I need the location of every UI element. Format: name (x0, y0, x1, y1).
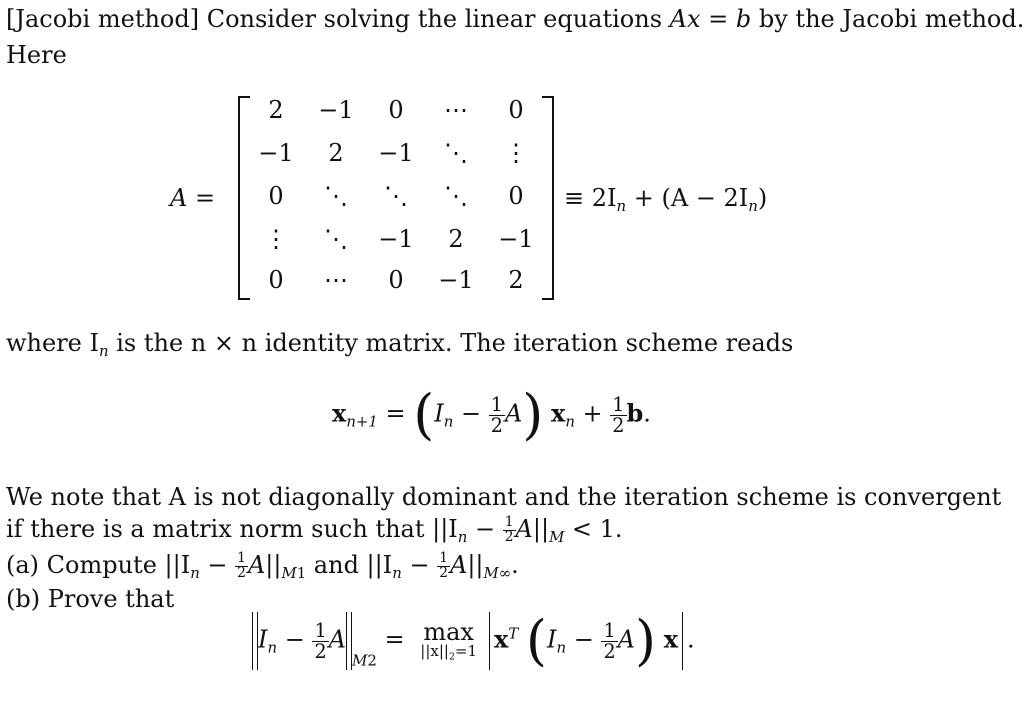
max-operator (420, 620, 477, 662)
part-b-line: (b) Prove that (6, 585, 175, 613)
matrix-cell: ⋮ (264, 225, 288, 253)
matrix-cell: ⋱ (324, 225, 348, 253)
matrix-cell: ⋱ (444, 182, 468, 210)
norm-M2: M (352, 651, 368, 670)
fs2-num: 1 (237, 550, 246, 567)
norm-I-2: I (546, 625, 557, 654)
matrix-cell: 0 (268, 182, 284, 210)
parta-sub: n (190, 564, 200, 583)
matrix-cell: 0 (388, 96, 404, 124)
norm-A-2: A (617, 625, 635, 654)
matrix-cell: 0 (508, 96, 524, 124)
fs3-num: 1 (439, 550, 448, 567)
norm-A: A (328, 625, 347, 654)
matrix-cell: ⋱ (444, 139, 468, 167)
abs-bar-right-icon (682, 612, 683, 670)
iter-x-sub: n (565, 412, 575, 431)
fraction-small-3 (437, 552, 450, 581)
parta-sub-2: n (392, 564, 402, 583)
fn-num: 1 (314, 619, 327, 643)
rhs-end: ) (757, 184, 768, 212)
intro-rest: by the Jacobi method. (751, 5, 1024, 33)
matrix-label: A = (170, 184, 216, 212)
parta-b: A|| (247, 551, 282, 579)
where-line (6, 328, 793, 366)
iter-A: A (504, 399, 523, 428)
paren-close-icon: ) (522, 383, 544, 446)
abs-bar-left-icon (489, 612, 490, 670)
fraction-norm-2 (601, 619, 617, 663)
iter-lhs-sub: n+1 (346, 412, 378, 431)
iter-minus: − (453, 399, 489, 428)
iter-plus: + (574, 399, 611, 428)
matrix-cell: 2 (268, 96, 284, 124)
matrix-cell: −1 (378, 139, 414, 167)
matrix-cell: 2 (328, 139, 344, 167)
note2-a: if there is a matrix norm such that ||I (6, 515, 458, 543)
fn2-den: 2 (603, 639, 616, 663)
fraction-small-2 (235, 552, 248, 581)
matrix-cell: 0 (508, 182, 524, 210)
matrix-rhs (564, 184, 767, 215)
paren-close-icon-2: ) (635, 609, 657, 672)
parta-Minf: M (483, 564, 499, 583)
note-line-2: if there is a matrix norm such that $||I_n$ − $\frac{1}{2}$ $A||_M < 1$. (6, 514, 623, 547)
iter-eq: = (377, 399, 414, 428)
fraction-small (503, 516, 516, 545)
parta-end: . (511, 551, 519, 579)
frac-num: 1 (490, 393, 503, 417)
part-a-line: (a) Compute $||I_n$ − $\frac{1}{2}$ $A||_{M1}$ and $||I_n$ − $\frac{1}{2}$ $A||_{M\infty}$. (6, 550, 519, 583)
matrix-cell: ⋱ (384, 182, 408, 210)
max-under-eq: =1 (454, 642, 478, 661)
norm-equation: $I_n$ − $\frac{1}{2}$ $A_{M2}$ = max $||x||_2=1$ $x^T$ ($I_n$ − $\frac{1}{2}$ A) x . (252, 612, 695, 670)
note2-c: < 1. (564, 515, 623, 543)
parta-M1-sub: 1 (296, 564, 307, 583)
matrix-cell: 0 (388, 266, 404, 294)
frac-den: 2 (490, 413, 503, 437)
note2-b: A|| (515, 515, 550, 543)
matrix-cell: −1 (318, 96, 354, 124)
fs2-den: 2 (237, 565, 246, 581)
frac-den-2: 2 (612, 413, 625, 437)
norm-I2-sub: n (556, 638, 567, 657)
matrix-cell: −1 (438, 266, 474, 294)
intro-line-2: Here (6, 41, 67, 69)
where-sub: n (99, 342, 109, 361)
fn2-num: 1 (603, 619, 616, 643)
matrix-cell: 2 (508, 266, 524, 294)
matrix-cell: 2 (448, 225, 464, 253)
norm-I: I (258, 625, 268, 654)
matrix-cell: 0 (268, 266, 284, 294)
iter-lhs: x (332, 398, 347, 428)
matrix-cell: −1 (258, 139, 294, 167)
intro-line (6, 4, 1024, 34)
norm-T: T (508, 624, 519, 643)
iter-end: . (643, 399, 651, 428)
rhs-sub: n (616, 197, 627, 216)
rhs-part: ≡ 2I (564, 184, 617, 212)
parta-and: and ||I (306, 551, 393, 579)
max-under: ||x|| (420, 642, 449, 661)
iter-identity: I (434, 399, 444, 428)
norm-end: . (687, 625, 695, 654)
frac-num-2: 1 (612, 393, 625, 417)
fraction-half-2 (610, 393, 626, 437)
paren-open-icon: ( (413, 383, 435, 446)
iter-identity-sub: n (443, 412, 454, 431)
matrix-cell: ⋯ (324, 266, 348, 294)
parta-b-2: A|| (449, 551, 484, 579)
rhs-mid: + (A − 2I (626, 184, 749, 212)
fn-den: 2 (314, 639, 327, 663)
iteration-equation (332, 383, 651, 446)
iter-x: x (551, 398, 566, 428)
matrix-cell: ⋱ (324, 182, 348, 210)
rhs-sub-2: n (748, 197, 758, 216)
parta-Minf-sub: ∞ (498, 564, 512, 583)
intro-eq: Ax = b (669, 5, 752, 33)
note2-sub: n (457, 528, 468, 547)
fs-den: 2 (504, 529, 514, 545)
where-text: where I (6, 329, 99, 357)
matrix-cell: −1 (378, 225, 414, 253)
norm-eq: = (376, 625, 413, 654)
where-rest: is the n × n identity matrix. The iteration scheme reads (108, 329, 794, 357)
parta-M1: M (281, 564, 297, 583)
norm-xT: x (494, 624, 509, 654)
fraction-norm (312, 619, 328, 663)
fs3-den: 2 (439, 565, 448, 581)
fraction-half (489, 393, 505, 437)
max-under-sub: 2 (448, 651, 455, 663)
intro-text: [Jacobi method] Consider solving the linear equations (6, 5, 670, 33)
max-op: max (423, 618, 474, 647)
norm-I-sub: n (267, 638, 278, 657)
matrix-cell: ⋮ (504, 139, 528, 167)
note2-M: M (549, 528, 565, 547)
matrix-cell: −1 (498, 225, 534, 253)
norm-x: x (663, 624, 679, 654)
parta-a: (a) Compute ||I (6, 551, 191, 579)
matrix-cell: ⋯ (444, 96, 468, 124)
norm-M2-sub: 2 (367, 651, 377, 670)
paren-open-icon-2: ( (525, 609, 547, 672)
note-line-1: We note that A is not diagonally dominant and the iteration scheme is convergent (6, 483, 1002, 511)
iter-b: b (626, 398, 644, 428)
fs-num: 1 (504, 514, 514, 531)
